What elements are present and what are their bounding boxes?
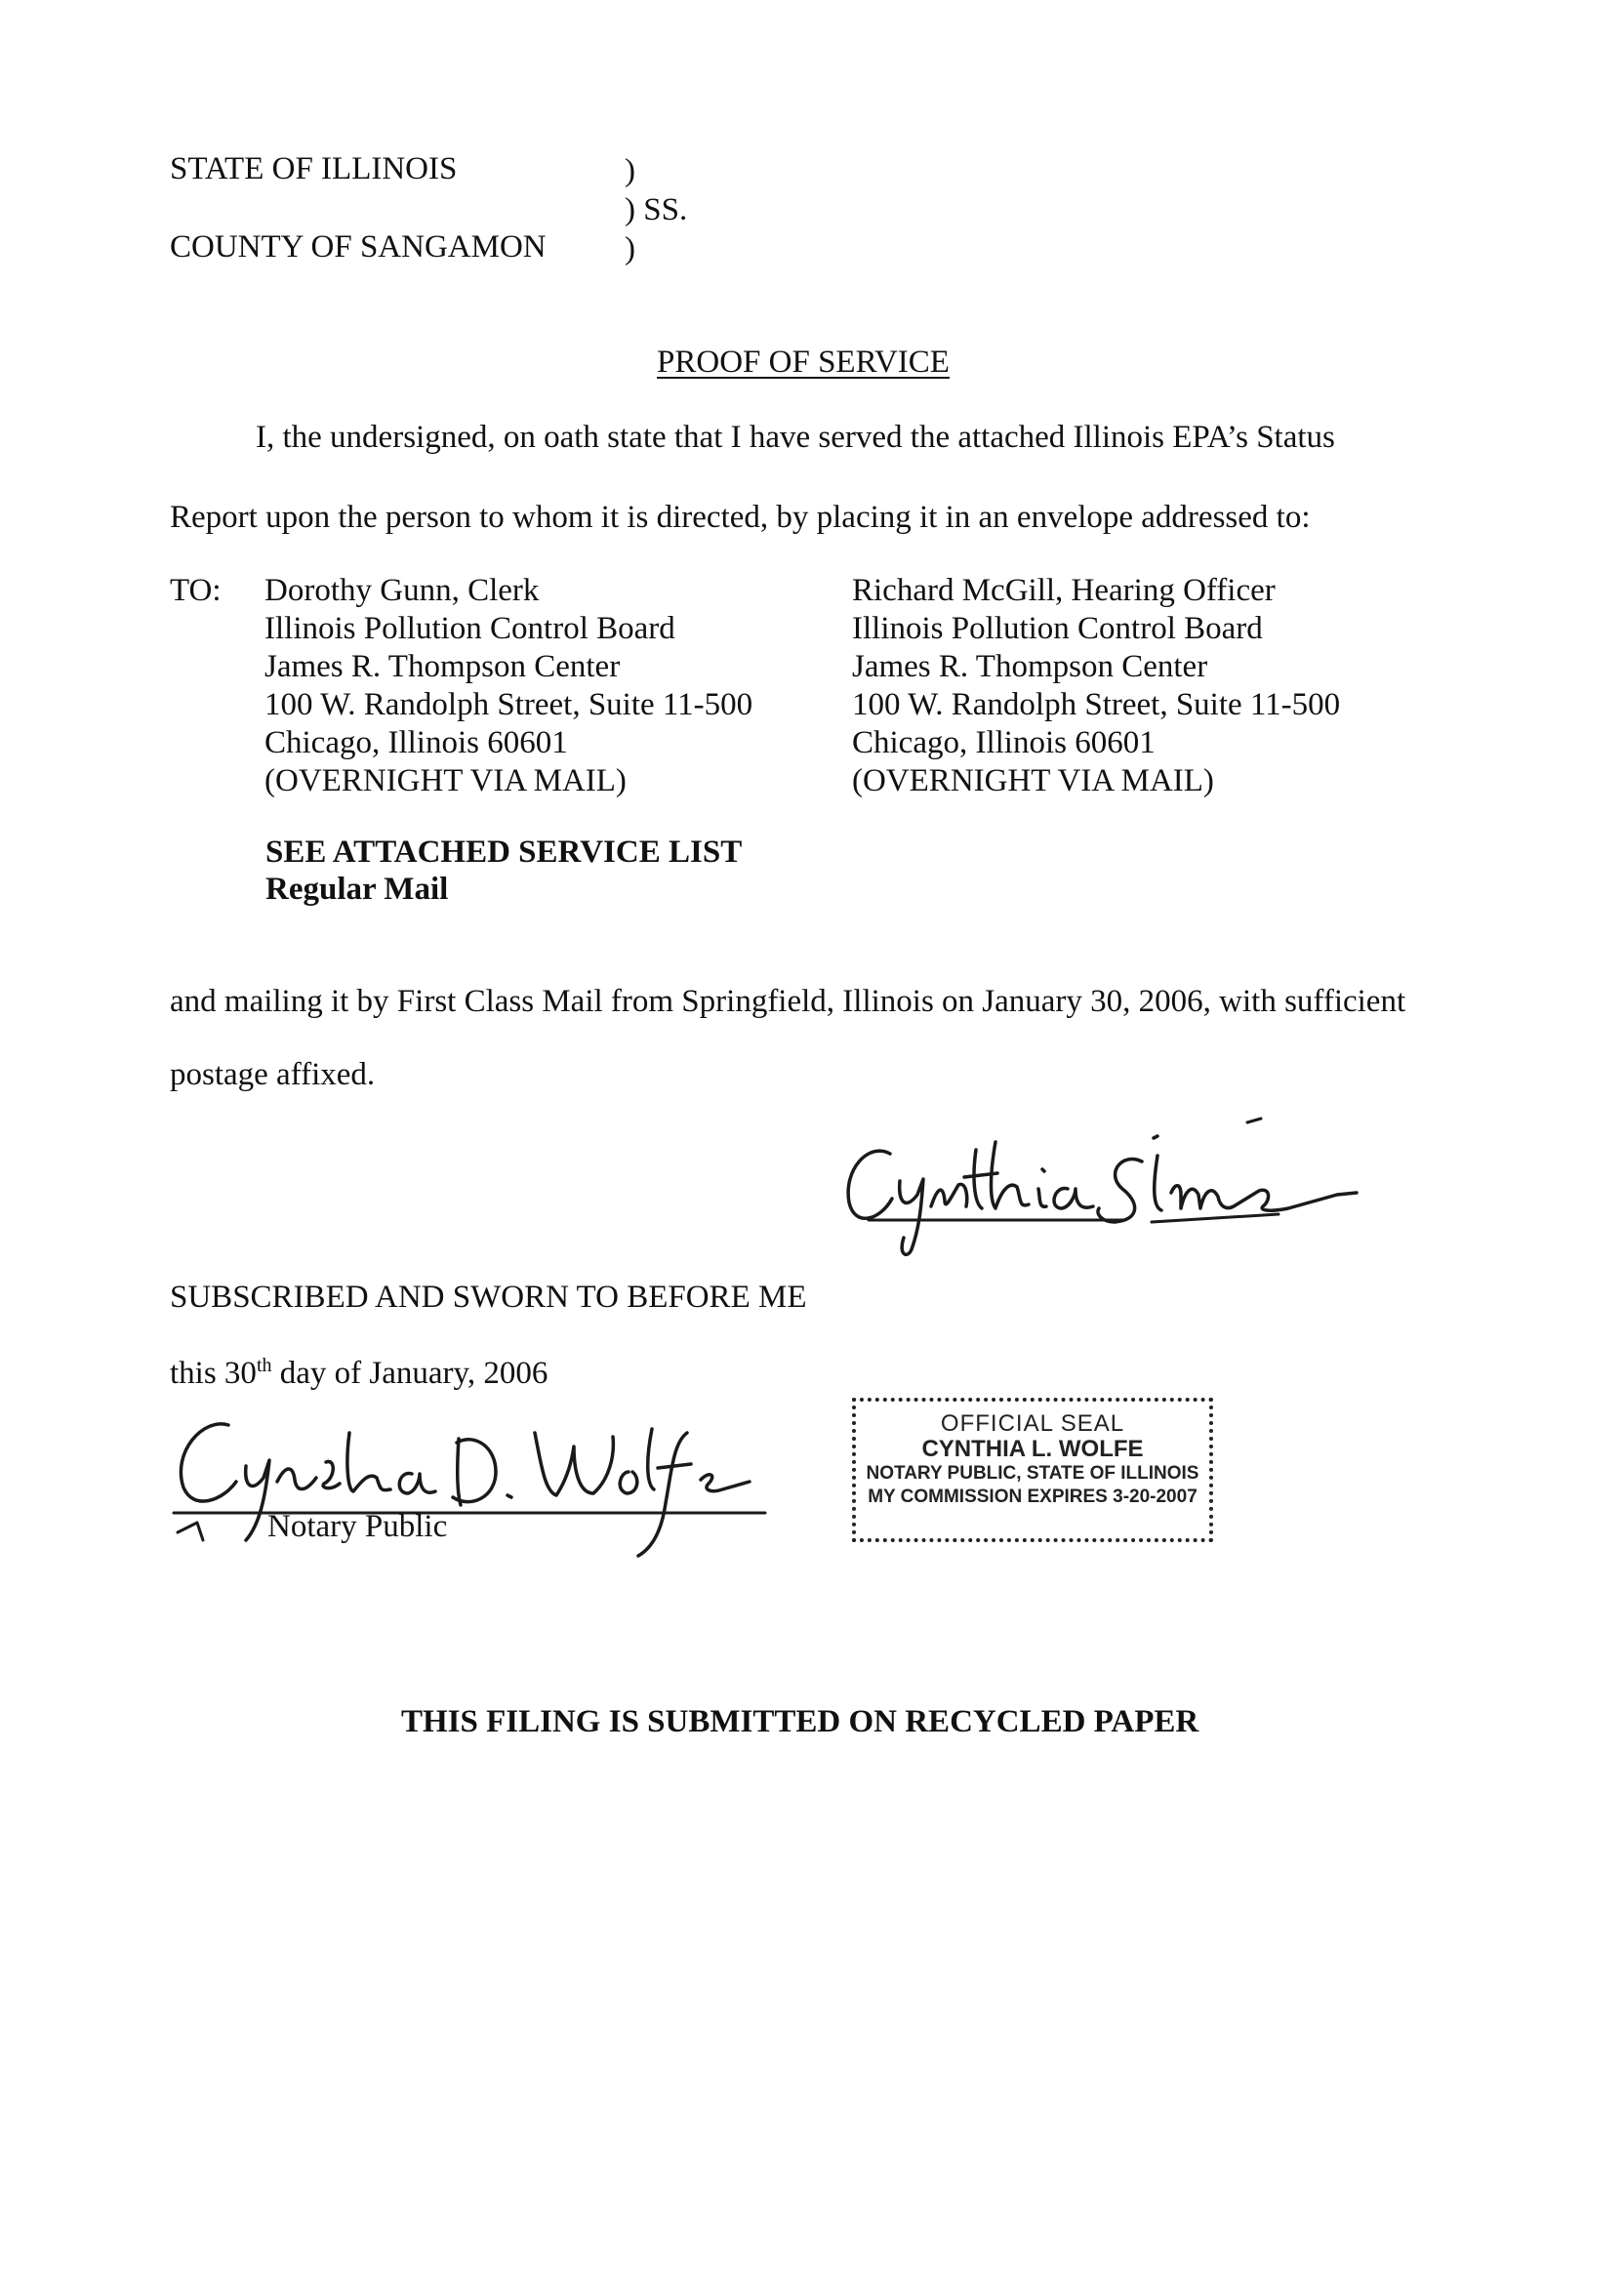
seal-line-3: NOTARY PUBLIC, STATE OF ILLINOIS (866, 1463, 1199, 1484)
signer-signature (830, 1113, 1376, 1259)
page-title: PROOF OF SERVICE (657, 345, 950, 380)
date-line-ordinal: th (256, 1355, 272, 1376)
address-line: James R. Thompson Center (852, 649, 1208, 684)
address-line: (OVERNIGHT VIA MAIL) (264, 763, 627, 798)
to-label: TO: (170, 573, 222, 608)
seal-line-2: CYNTHIA L. WOLFE (921, 1436, 1144, 1462)
service-list-heading: SEE ATTACHED SERVICE LIST (265, 835, 743, 870)
seal-line-1: OFFICIAL SEAL (940, 1410, 1125, 1437)
date-line-prefix: this 30 (170, 1356, 257, 1391)
address-line: Illinois Pollution Control Board (852, 611, 1263, 646)
service-list-method: Regular Mail (265, 872, 449, 907)
address-line: Richard McGill, Hearing Officer (852, 573, 1276, 608)
recipient-address-clerk (264, 572, 752, 800)
mailing-line-2: postage affixed. (170, 1057, 376, 1092)
date-line (170, 1355, 548, 1392)
recycled-paper-footer: THIS FILING IS SUBMITTED ON RECYCLED PAPER (401, 1704, 1199, 1739)
subscribed-sworn: SUBSCRIBED AND SWORN TO BEFORE ME (170, 1280, 807, 1315)
address-line: 100 W. Randolph Street, Suite 11-500 (852, 687, 1341, 722)
address-line: (OVERNIGHT VIA MAIL) (852, 763, 1214, 798)
recipient-address-hearing-officer (852, 572, 1340, 800)
mailing-line-1: and mailing it by First Class Mail from Springfield, Illinois on January 30, 2006, with sufficient (170, 984, 1406, 1019)
address-line: James R. Thompson Center (264, 649, 621, 684)
address-line: Chicago, Illinois 60601 (264, 725, 568, 760)
official-seal-stamp (852, 1398, 1213, 1542)
address-line: Illinois Pollution Control Board (264, 611, 675, 646)
address-line: Dorothy Gunn, Clerk (264, 573, 540, 608)
caption-paren-1: ) (625, 153, 635, 188)
address-line: Chicago, Illinois 60601 (852, 725, 1156, 760)
notary-public-label: Notary Public (267, 1509, 448, 1544)
notary-signature (164, 1404, 769, 1560)
caption-paren-ss: ) SS. (625, 192, 688, 227)
caption-state: STATE OF ILLINOIS (170, 151, 458, 186)
seal-line-4: MY COMMISSION EXPIRES 3-20-2007 (868, 1487, 1198, 1507)
caption-county: COUNTY OF SANGAMON (170, 229, 547, 265)
intro-line-2: Report upon the person to whom it is directed, by placing it in an envelope addressed to: (170, 500, 1311, 535)
address-line: 100 W. Randolph Street, Suite 11-500 (264, 687, 753, 722)
caption-paren-3: ) (625, 231, 635, 266)
date-line-rest: day of January, 2006 (271, 1356, 548, 1391)
intro-line-1: I, the undersigned, on oath state that I have served the attached Illinois EPA’s Status (256, 420, 1335, 455)
